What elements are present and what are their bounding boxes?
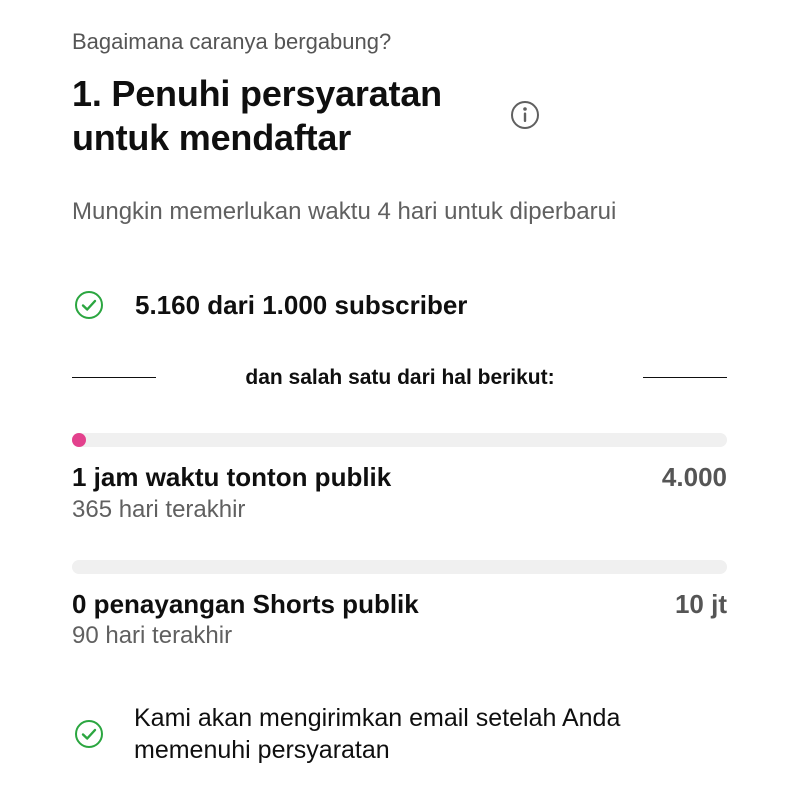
subscriber-count: 5.160 dari 1.000 subscriber — [135, 290, 468, 320]
shorts-views-period: 90 hari terakhir — [72, 622, 233, 649]
divider-right — [643, 377, 727, 378]
watch-time-period: 365 hari terakhir — [72, 496, 246, 523]
shorts-views-target: 10 jt — [674, 589, 727, 619]
info-icon[interactable] — [510, 100, 540, 130]
page-title: 1. Penuhi persyaratan untuk mendaftar — [72, 73, 442, 158]
section-eyebrow: Bagaimana caranya bergabung? — [72, 29, 392, 54]
email-notice: Kami akan mengirimkan email setelah Anda memenuhi persyaratan — [134, 704, 621, 764]
watch-time-progress-fill — [72, 433, 86, 447]
watch-time-progress-bar — [72, 433, 727, 447]
divider-left — [72, 377, 156, 378]
update-notice: Mungkin memerlukan waktu 4 hari untuk diperbarui — [72, 198, 617, 225]
shorts-views-title: 0 penayangan Shorts publik — [72, 589, 419, 619]
divider-label: dan salah satu dari hal berikut: — [245, 366, 555, 389]
shorts-views-progress-bar — [72, 560, 727, 574]
watch-time-target: 4.000 — [661, 462, 727, 492]
check-circle-icon — [74, 719, 104, 749]
watch-time-title: 1 jam waktu tonton publik — [72, 462, 392, 492]
check-circle-icon — [74, 290, 104, 320]
